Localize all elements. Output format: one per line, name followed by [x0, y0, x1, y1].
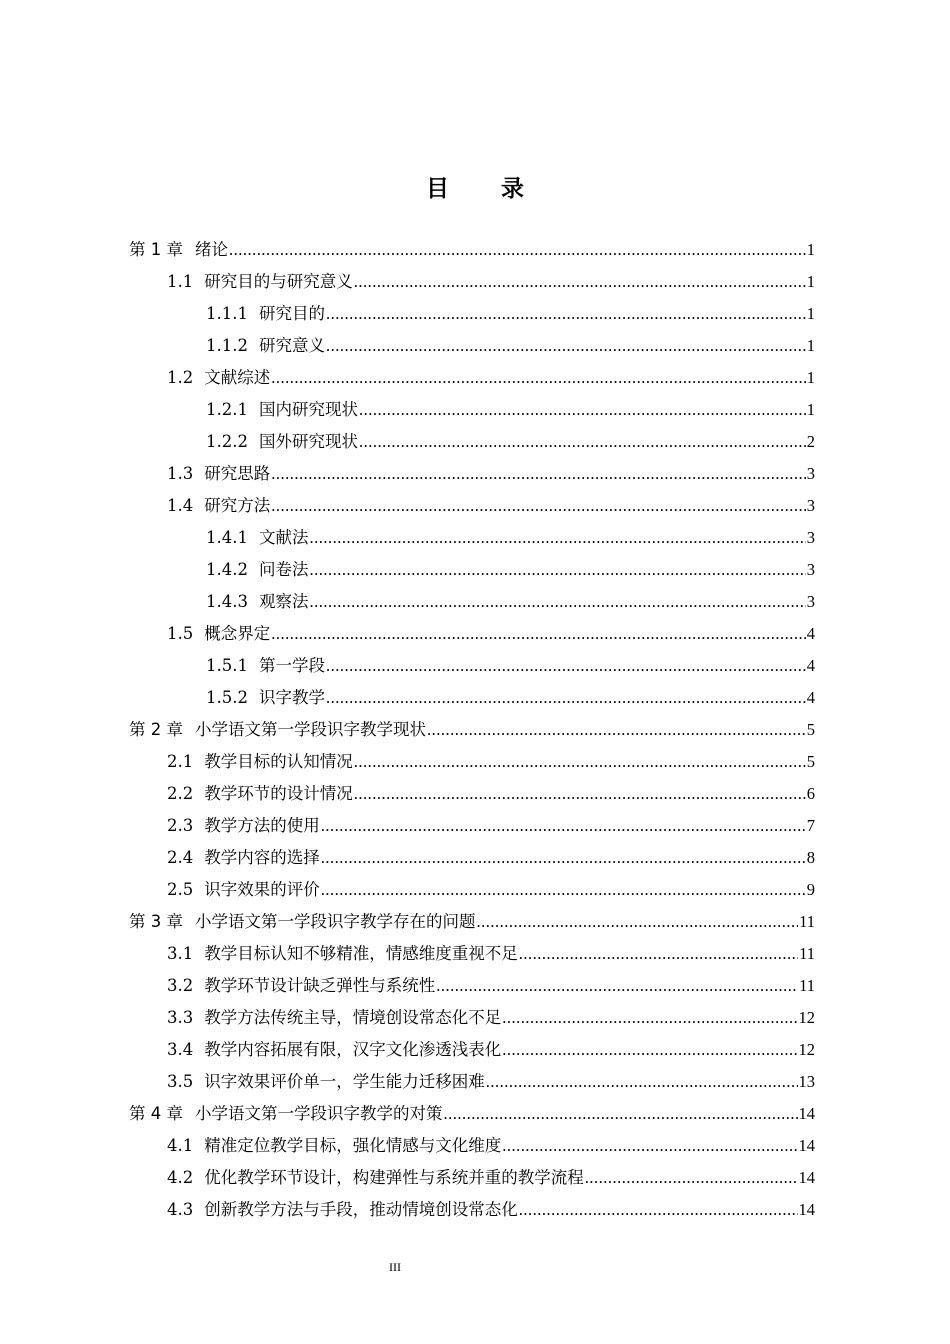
- dot-leader: [271, 618, 806, 650]
- toc-entry-page: 3: [806, 560, 815, 579]
- toc-entry-number: 1.2.1: [206, 400, 248, 419]
- dot-leader: [229, 234, 806, 266]
- toc-entry-title: 小学语文第一学段识字教学现状: [195, 720, 426, 739]
- toc-entry-title: 精准定位教学目标，强化情感与文化维度: [204, 1136, 502, 1155]
- dot-leader: [427, 714, 806, 746]
- dot-leader: [326, 682, 806, 714]
- dot-leader: [502, 1002, 797, 1034]
- dot-leader: [502, 1034, 797, 1066]
- toc-entry-title: 第一学段: [258, 656, 325, 675]
- dot-leader: [309, 554, 805, 586]
- toc-entry-title: 国外研究现状: [258, 432, 358, 451]
- toc-entry-number: 1.5.1: [206, 656, 248, 675]
- toc-entry-page: 11: [799, 944, 815, 963]
- dot-leader: [321, 810, 806, 842]
- dot-leader: [354, 778, 806, 810]
- toc-entry-number: 1.3: [167, 464, 194, 483]
- toc-entry[interactable]: [129, 426, 815, 458]
- toc-entry-number: 2.5: [167, 880, 194, 899]
- toc-entry-number: 第 2 章: [129, 720, 183, 739]
- toc-entry[interactable]: [129, 490, 815, 522]
- toc-entry-title: 识字效果评价单一，学生能力迁移困难: [204, 1072, 485, 1091]
- toc-entry[interactable]: [129, 234, 815, 266]
- toc-entry-title: 小学语文第一学段识字教学的对策: [195, 1104, 443, 1123]
- toc-entry[interactable]: [129, 266, 815, 298]
- toc-entry[interactable]: [129, 810, 815, 842]
- toc-entry-title: 教学目标的认知情况: [204, 752, 353, 771]
- toc-entry-page: 1: [806, 400, 815, 419]
- toc-entry-page: 11: [799, 976, 815, 995]
- toc-entry[interactable]: [129, 298, 815, 330]
- dot-leader: [502, 1130, 797, 1162]
- toc-entry[interactable]: [129, 554, 815, 586]
- toc-entry-number: 1.4: [167, 496, 194, 515]
- toc-entry-number: 2.3: [167, 816, 194, 835]
- toc-entry-title: 问卷法: [258, 560, 309, 579]
- toc-entry-page: 14: [798, 1200, 815, 1219]
- toc-entry-title: 教学内容拓展有限，汉字文化渗透浅表化: [204, 1040, 502, 1059]
- toc-entry-page: 11: [799, 912, 815, 931]
- toc-entry-page: 5: [806, 720, 815, 739]
- toc-entry-page: 1: [806, 336, 815, 355]
- page-title: 目 录: [425, 176, 546, 202]
- toc-entry[interactable]: [129, 874, 815, 906]
- toc-entry-number: 3.2: [167, 976, 194, 995]
- toc-entry-title: 小学语文第一学段识字教学存在的问题: [195, 912, 476, 931]
- toc-entry[interactable]: [129, 1130, 815, 1162]
- toc-entry[interactable]: [129, 362, 815, 394]
- toc-entry-number: 第 3 章: [129, 912, 183, 931]
- toc-entry-title: 识字教学: [258, 688, 325, 707]
- dot-leader: [436, 970, 798, 1002]
- toc-entry[interactable]: [129, 714, 815, 746]
- toc-entry-page: 7: [806, 816, 815, 835]
- toc-entry-page: 1: [806, 272, 815, 291]
- toc-entry[interactable]: [129, 938, 815, 970]
- toc-entry-title: 研究目的与研究意义: [204, 272, 353, 291]
- toc-entry-title: 教学目标认知不够精准，情感维度重视不足: [204, 944, 518, 963]
- toc-entry[interactable]: [129, 394, 815, 426]
- toc-entry-page: 1: [806, 304, 815, 323]
- toc-entry-number: 3.4: [167, 1040, 194, 1059]
- toc-entry[interactable]: [129, 1066, 815, 1098]
- toc-entry-number: 1.4.2: [206, 560, 248, 579]
- toc-entry-number: 2.4: [167, 848, 194, 867]
- toc-entry-title: 教学环节设计缺乏弹性与系统性: [204, 976, 436, 995]
- dot-leader: [359, 426, 806, 458]
- dot-leader: [321, 842, 806, 874]
- dot-leader: [444, 1098, 798, 1130]
- dot-leader: [326, 650, 806, 682]
- toc-entry-page: 14: [798, 1104, 815, 1123]
- toc-entry-page: 12: [798, 1008, 815, 1027]
- toc-entry-page: 3: [806, 528, 815, 547]
- toc-entry-number: 4.2: [167, 1168, 194, 1187]
- toc-entry-number: 1.5.2: [206, 688, 248, 707]
- dot-leader: [519, 1194, 798, 1226]
- dot-leader: [354, 746, 806, 778]
- toc-entry-title: 教学内容的选择: [204, 848, 320, 867]
- toc-entry-number: 第 1 章: [129, 240, 183, 259]
- dot-leader: [326, 330, 806, 362]
- dot-leader: [326, 298, 806, 330]
- toc-entry[interactable]: [129, 458, 815, 490]
- toc-entry-title: 研究目的: [258, 304, 325, 323]
- toc-entry-page: 4: [806, 656, 815, 675]
- toc-entry-title: 研究思路: [204, 464, 271, 483]
- toc-entry-page: 4: [806, 624, 815, 643]
- page-number: III: [389, 1260, 401, 1274]
- toc-entry[interactable]: [129, 778, 815, 810]
- toc-entry[interactable]: [129, 906, 815, 938]
- toc-entry[interactable]: [129, 1194, 815, 1226]
- toc-entry-title: 教学环节的设计情况: [204, 784, 353, 803]
- toc-entry-title: 识字效果的评价: [204, 880, 320, 899]
- toc-entry-title: 文献综述: [204, 368, 271, 387]
- toc-entry-page: 3: [806, 592, 815, 611]
- toc-entry-page: 2: [806, 432, 815, 451]
- toc-entry-title: 观察法: [258, 592, 309, 611]
- toc-entry-number: 3.1: [167, 944, 194, 963]
- toc-entry-page: 5: [806, 752, 815, 771]
- toc-entry[interactable]: [129, 522, 815, 554]
- toc-entry-number: 2.2: [167, 784, 194, 803]
- toc-entry-title: 研究方法: [204, 496, 271, 515]
- toc-entry-page: 4: [806, 688, 815, 707]
- toc-entry-number: 第 4 章: [129, 1104, 183, 1123]
- dot-leader: [271, 490, 806, 522]
- dot-leader: [486, 1066, 798, 1098]
- dot-leader: [359, 394, 806, 426]
- toc-entry[interactable]: [129, 650, 815, 682]
- toc-entry-page: 8: [806, 848, 815, 867]
- toc-entry-page: 6: [806, 784, 815, 803]
- toc-entry[interactable]: [129, 1002, 815, 1034]
- toc-entry-page: 9: [806, 880, 815, 899]
- toc-entry-title: 教学方法的使用: [204, 816, 320, 835]
- toc-entry[interactable]: [129, 842, 815, 874]
- dot-leader: [354, 266, 806, 298]
- dot-leader: [271, 458, 806, 490]
- toc-entry[interactable]: [129, 586, 815, 618]
- toc-entry-page: 14: [798, 1136, 815, 1155]
- toc-entry-number: 1.1.1: [206, 304, 248, 323]
- toc-entry-title: 国内研究现状: [258, 400, 358, 419]
- toc-entry-title: 概念界定: [204, 624, 271, 643]
- toc-entry-page: 13: [798, 1072, 815, 1091]
- toc-entry-title: 教学方法传统主导，情境创设常态化不足: [204, 1008, 502, 1027]
- toc-entry-number: 3.5: [167, 1072, 194, 1091]
- toc-entry[interactable]: [129, 330, 815, 362]
- toc-entry-title: 优化教学环节设计，构建弹性与系统并重的教学流程: [204, 1168, 584, 1187]
- toc-entry-page: 1: [806, 368, 815, 387]
- dot-leader: [585, 1162, 798, 1194]
- toc-entry-number: 1.4.1: [206, 528, 248, 547]
- dot-leader: [271, 362, 806, 394]
- toc-entry-number: 1.5: [167, 624, 194, 643]
- toc-entry-number: 1.2.2: [206, 432, 248, 451]
- table-of-contents: [129, 234, 815, 1226]
- dot-leader: [519, 938, 798, 970]
- toc-entry[interactable]: [129, 970, 815, 1002]
- toc-entry-number: 1.2: [167, 368, 194, 387]
- dot-leader: [309, 586, 805, 618]
- toc-entry[interactable]: [129, 1162, 815, 1194]
- toc-entry-number: 1.4.3: [206, 592, 248, 611]
- dot-leader: [321, 874, 806, 906]
- dot-leader: [309, 522, 805, 554]
- toc-entry-number: 1.1.2: [206, 336, 248, 355]
- toc-entry[interactable]: [129, 1098, 815, 1130]
- toc-entry-page: 3: [806, 496, 815, 515]
- toc-entry-number: 4.1: [167, 1136, 194, 1155]
- toc-entry-number: 3.3: [167, 1008, 194, 1027]
- toc-entry-title: 文献法: [258, 528, 309, 547]
- dot-leader: [477, 906, 799, 938]
- toc-entry-page: 14: [798, 1168, 815, 1187]
- toc-entry[interactable]: [129, 1034, 815, 1066]
- toc-entry-title: 创新教学方法与手段，推动情境创设常态化: [204, 1200, 518, 1219]
- toc-entry-number: 4.3: [167, 1200, 194, 1219]
- toc-entry[interactable]: [129, 618, 815, 650]
- toc-entry-number: 2.1: [167, 752, 194, 771]
- toc-entry-page: 12: [798, 1040, 815, 1059]
- toc-entry[interactable]: [129, 746, 815, 778]
- toc-entry-page: 1: [806, 240, 815, 259]
- toc-entry-page: 3: [806, 464, 815, 483]
- toc-entry-title: 绪论: [195, 240, 228, 259]
- toc-entry-title: 研究意义: [258, 336, 325, 355]
- toc-entry[interactable]: [129, 682, 815, 714]
- toc-entry-number: 1.1: [167, 272, 194, 291]
